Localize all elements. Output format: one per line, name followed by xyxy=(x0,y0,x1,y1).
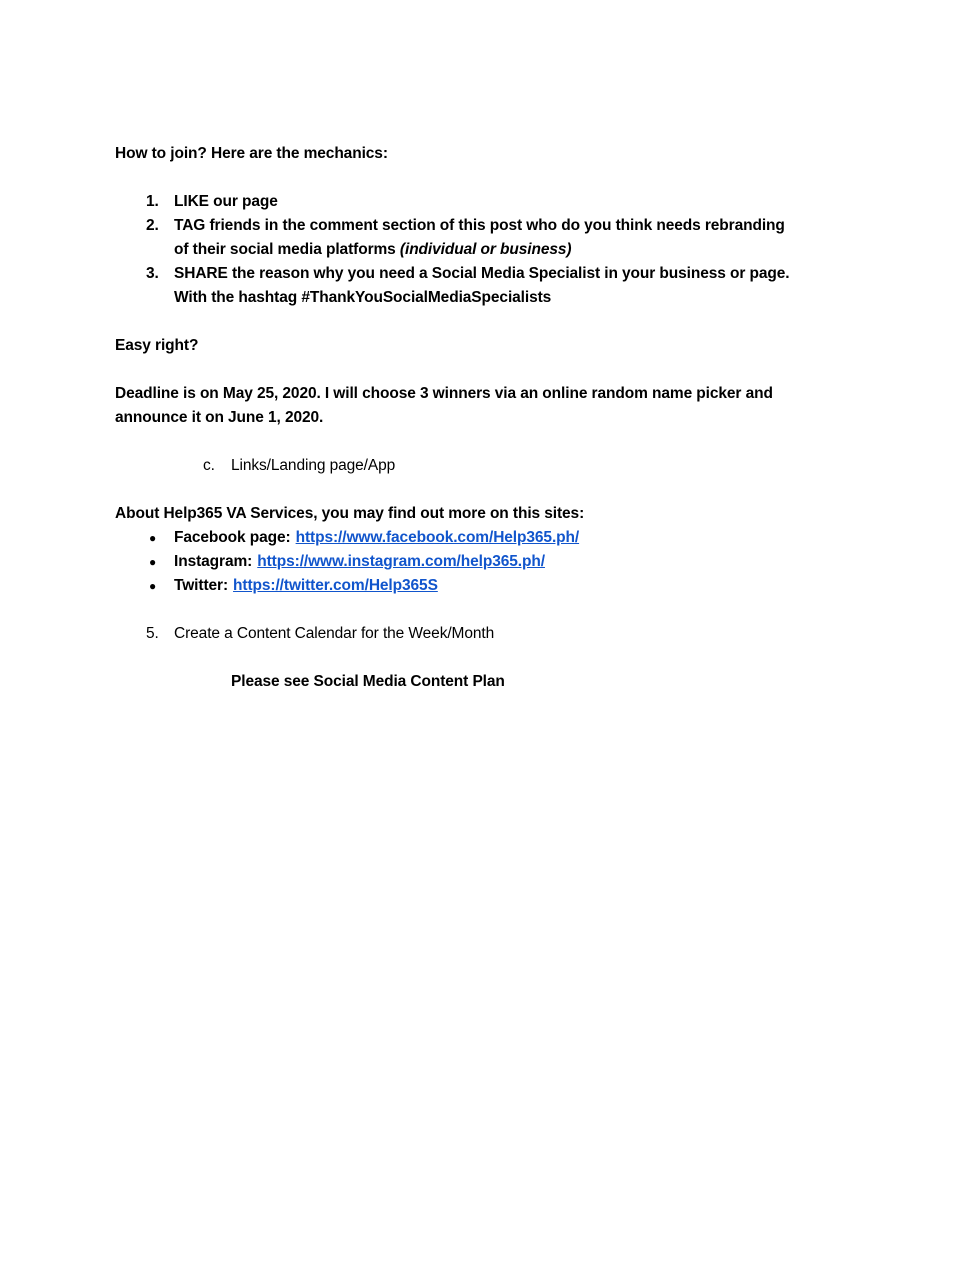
list-item-5 xyxy=(115,622,875,646)
list-marker-1: 1. xyxy=(146,193,159,210)
sub-item-c-marker: c. xyxy=(203,457,215,474)
content-plan-note: Please see Social Media Content Plan xyxy=(231,673,505,690)
bullet-icon: ● xyxy=(149,531,157,545)
list-item-2 xyxy=(115,214,875,238)
list-item-2-continuation xyxy=(115,238,875,262)
list-item-2-line1: TAG friends in the comment section of this post who do you think needs rebranding xyxy=(174,217,785,234)
twitter-entry xyxy=(174,574,438,598)
instagram-label: Instagram: xyxy=(174,553,253,570)
bullet-item-twitter xyxy=(115,574,875,598)
list-marker-2: 2. xyxy=(146,217,159,234)
list-item-3-line1: SHARE the reason why you need a Social Media Specialist in your business or page. xyxy=(174,265,790,282)
list-marker-spacer xyxy=(146,238,174,262)
facebook-label: Facebook page: xyxy=(174,529,291,546)
about-intro: About Help365 VA Services, you may find out more on this sites: xyxy=(115,505,585,522)
deadline-line2: announce it on June 1, 2020. xyxy=(115,409,324,426)
list-item-2-line2-plain: of their social media platforms xyxy=(174,241,400,258)
list-item-3 xyxy=(115,262,875,286)
easy-right-text: Easy right? xyxy=(115,337,199,354)
list-marker-3: 3. xyxy=(146,265,159,282)
list-item-1 xyxy=(115,190,875,214)
twitter-label: Twitter: xyxy=(174,577,229,594)
sub-item-c-text: Links/Landing page/App xyxy=(231,457,396,474)
sub-item-c xyxy=(115,454,875,478)
twitter-link[interactable]: https://twitter.com/Help365S xyxy=(233,577,438,594)
list-item-3-continuation xyxy=(115,286,875,310)
facebook-entry xyxy=(174,526,579,550)
instagram-link[interactable]: https://www.instagram.com/help365.ph/ xyxy=(257,553,545,570)
bullet-icon: ● xyxy=(149,579,157,593)
list-item-3-line2: With the hashtag #ThankYouSocialMediaSpecialists xyxy=(174,289,552,306)
instagram-entry xyxy=(174,550,545,574)
bullet-item-facebook xyxy=(115,526,875,550)
list-item-2-line2-italic: (individual or business) xyxy=(399,241,572,258)
bullet-item-instagram xyxy=(115,550,875,574)
list-item-2-line2 xyxy=(174,238,572,262)
document-content xyxy=(115,142,875,694)
deadline-line1: Deadline is on May 25, 2020. I will choose 3 winners via an online random name picker and xyxy=(115,385,773,402)
bullet-icon: ● xyxy=(149,555,157,569)
list-item-1-text: LIKE our page xyxy=(174,193,278,210)
list-marker-spacer xyxy=(146,286,174,310)
list-item-5-text: Create a Content Calendar for the Week/Month xyxy=(174,625,495,642)
mechanics-heading: How to join? Here are the mechanics: xyxy=(115,145,388,162)
facebook-link[interactable]: https://www.facebook.com/Help365.ph/ xyxy=(295,529,580,546)
list-marker-5: 5. xyxy=(146,625,159,642)
